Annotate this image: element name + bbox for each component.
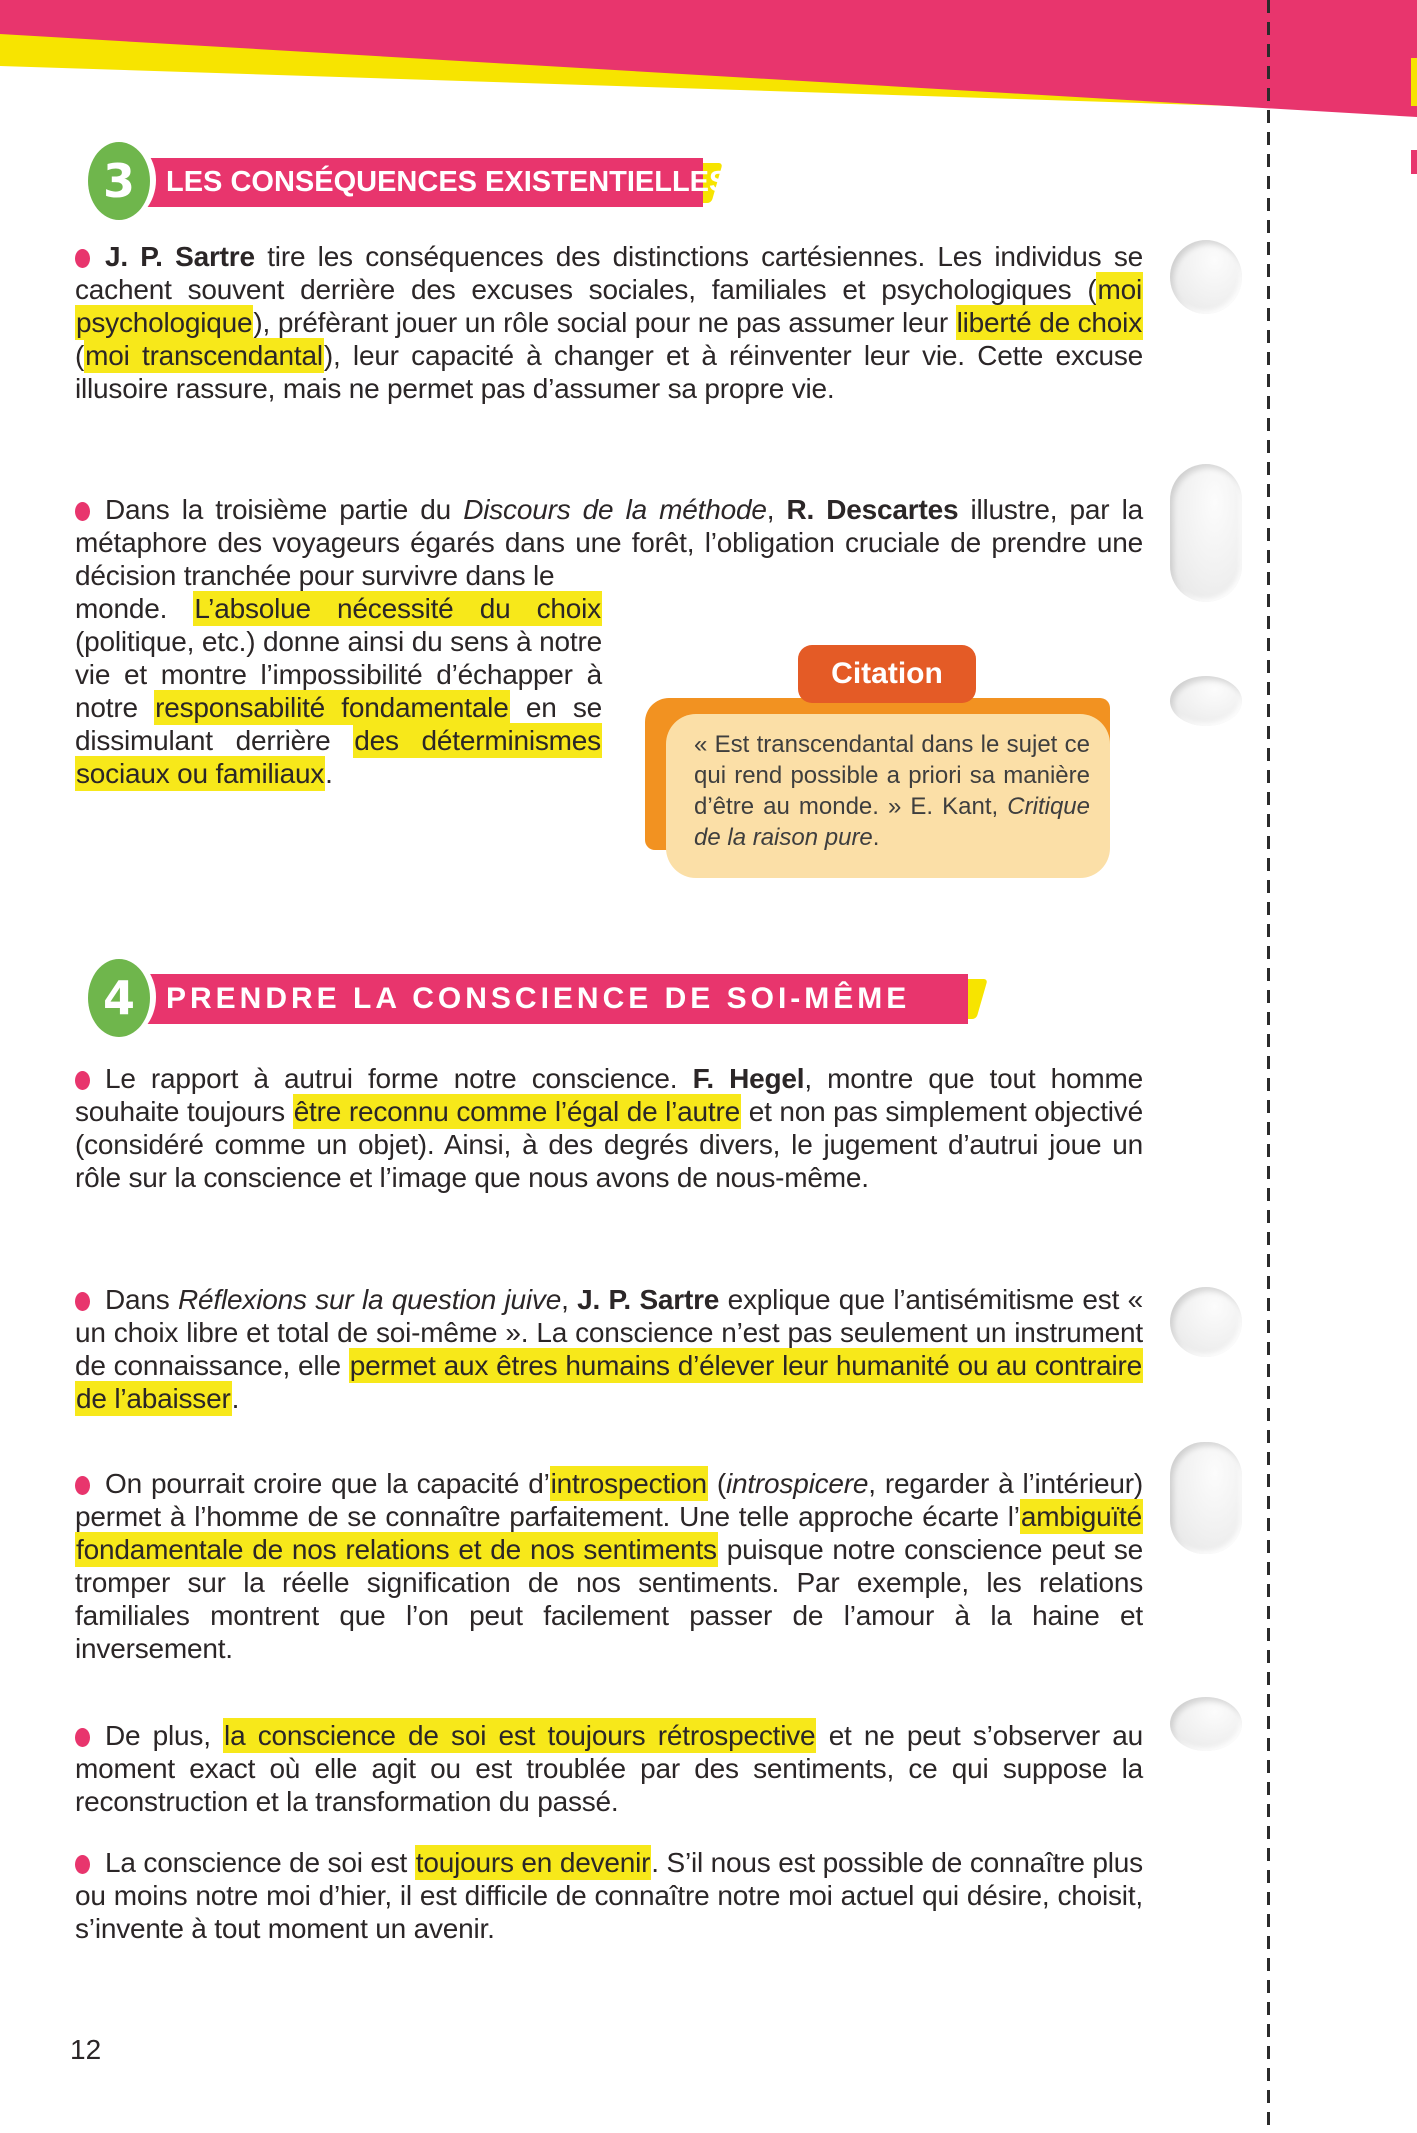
text-segment: . [872, 824, 880, 851]
text-segment: toujours en devenir [415, 1847, 651, 1878]
text-segment: en se dissimulant derrière [75, 692, 603, 756]
text-segment: moi transcendantal [85, 340, 323, 371]
citation-text [694, 729, 1090, 853]
text-segment: et ne peut s’observer au moment exact où elle agit ou est troublée par des sentiments, ce qui suppose la reconstruction et la transformation du passé. [75, 1720, 1143, 1817]
paragraph [75, 493, 1143, 592]
text-segment: des déterminismes sociaux ou familiaux [76, 725, 601, 789]
text-segment: Discours de la méthode [463, 494, 767, 525]
paragraph-text [75, 494, 1143, 591]
bullet-icon [75, 1292, 90, 1311]
text-segment: , [766, 494, 787, 525]
text-segment: liberté de choix [956, 307, 1142, 338]
text-segment: Dans [105, 1284, 179, 1315]
text-segment: Dans la troisième partie du [105, 494, 464, 525]
bullet-icon [75, 1476, 90, 1495]
text-segment: et non pas simplement objectivé (considéré comme un objet). Ainsi, à des degrés divers, le jugement d’autrui joue un rôle sur la conscience et l’image que nous avons de nous-même. [75, 1096, 1143, 1193]
section-3-title: LES CONSÉQUENCES EXISTENTIELLES [166, 166, 729, 198]
text-segment: responsabilité fondamentale [155, 692, 509, 723]
section-4-title: PRENDRE LA CONSCIENCE DE SOI-MÊME [166, 982, 911, 1015]
paragraph [75, 240, 1143, 405]
text-segment: ( [707, 1468, 726, 1499]
page-edge-yellow-sliver [1411, 58, 1417, 106]
paragraph [75, 1719, 1143, 1818]
text-segment: introspicere [725, 1468, 869, 1499]
paragraph-text [75, 1284, 1143, 1416]
paragraph [75, 1062, 1143, 1194]
section-4-number-badge [88, 959, 150, 1037]
text-segment: Le rapport à autrui forme notre conscience. [105, 1063, 693, 1094]
section-4-banner [130, 974, 968, 1024]
text-segment: , [561, 1284, 578, 1315]
paragraph-text [75, 1063, 1143, 1193]
emboss-pill [1170, 464, 1242, 602]
text-segment: monde. [75, 593, 194, 624]
text-segment: , regarder à l’intérieur) permet à l’homme de se connaître parfaitement. Une telle approche écarte l’ [75, 1468, 1143, 1532]
citation-tab [798, 645, 976, 703]
paragraph [75, 1467, 1143, 1665]
section-3-number-badge [88, 142, 150, 220]
emboss-ellipse [1170, 676, 1242, 726]
emboss-pill [1170, 1442, 1242, 1554]
paragraph [75, 1846, 1143, 1945]
bullet-icon [75, 1071, 90, 1090]
paragraph-text [75, 591, 602, 791]
bullet-icon [75, 502, 90, 521]
text-segment: permet aux êtres humains d’élever leur humanité ou au contraire de l’abaisser [76, 1350, 1142, 1414]
section-3-number: 3 [102, 154, 135, 208]
text-segment: ( [75, 340, 85, 371]
paragraph-text [75, 1845, 1143, 1944]
text-segment: F. Hegel [692, 1063, 805, 1094]
text-segment: illustre, par la métaphore des voyageurs égarés dans une forêt, l’obligation cruciale de prendre une décision tranchée pour survivre dans le [75, 494, 1143, 591]
text-segment: . [231, 1383, 240, 1414]
bullet-icon [75, 1855, 90, 1874]
text-segment: être reconnu comme l’égal de l’autre [293, 1096, 741, 1127]
text-segment: J. P. Sartre [577, 1284, 720, 1315]
text-segment: (politique, etc.) donne ainsi du sens à notre vie et montre l’impossibilité d’échapper à notre [75, 626, 602, 723]
text-segment: , montre que tout homme souhaite toujours [75, 1063, 1143, 1127]
emboss-circle [1170, 1287, 1242, 1357]
section-4-number: 4 [102, 971, 135, 1025]
text-segment: Réflexions sur la question juive [178, 1284, 562, 1315]
text-segment: De plus, [105, 1720, 224, 1751]
text-segment: ), leur capacité à changer et à réinventer leur vie. Cette excuse illusoire rassure, mais ne permet pas d’assumer sa propre vie. [75, 340, 1144, 404]
paragraph-text [75, 241, 1143, 404]
bullet-icon [75, 1728, 90, 1747]
text-segment: ), préfèrant jouer un rôle social pour ne pas assumer leur [253, 307, 956, 338]
paragraph-text [75, 1718, 1143, 1817]
text-segment: moi psychologique [76, 274, 1142, 338]
text-segment: puisque notre conscience peut se tromper sur la réelle signification de nos sentiments. Par exemple, les relations familiales montrent que l’on peut facilement passer de l’amour à la haine et inversement. [75, 1534, 1143, 1664]
paragraph [75, 1283, 1143, 1415]
text-segment: La conscience de soi est [105, 1847, 415, 1878]
text-segment: J. P. Sartre [105, 241, 255, 272]
text-segment: L’absolue nécessité du choix [194, 593, 601, 624]
emboss-ellipse [1170, 1697, 1242, 1751]
page-number: 12 [70, 2034, 102, 2065]
dashed-cut-line [1267, 0, 1270, 2133]
page-edge-pink-sliver [1411, 150, 1417, 174]
text-segment: la conscience de soi est toujours rétrospective [224, 1720, 816, 1751]
section-3-banner [130, 158, 729, 207]
paragraph [75, 592, 602, 790]
paragraph-text [75, 1466, 1143, 1664]
text-segment: Critique de la raison pure [694, 793, 1090, 851]
text-segment: « Est transcendantal dans le sujet ce qui rend possible a priori sa manière d’être au monde. » E. Kant, [694, 731, 1090, 820]
text-segment: tire les conséquences des distinctions cartésiennes. Les individus se cachent souvent derrière des excuses sociales, familiales et psychologiques ( [75, 241, 1143, 305]
text-segment: . [325, 758, 333, 789]
emboss-circle [1170, 240, 1242, 314]
bullet-icon [75, 249, 90, 268]
text-segment: introspection [550, 1468, 707, 1499]
text-segment: ambiguïté fondamentale de nos relations et de nos sentiments [76, 1501, 1142, 1565]
text-segment: R. Descartes [786, 494, 959, 525]
text-segment: . S’il nous est possible de connaître plus ou moins notre moi d’hier, il est difficile de connaître notre moi actuel qui désire, choisit, s’invente à tout moment un avenir. [75, 1847, 1143, 1944]
citation-label: Citation [831, 657, 943, 690]
text-segment: On pourrait croire que la capacité d’ [105, 1468, 550, 1499]
text-segment: explique que l’antisémitisme est « un choix libre et total de soi-même ». La conscience n’est pas seulement un instrument de connaissance, elle [75, 1284, 1143, 1381]
